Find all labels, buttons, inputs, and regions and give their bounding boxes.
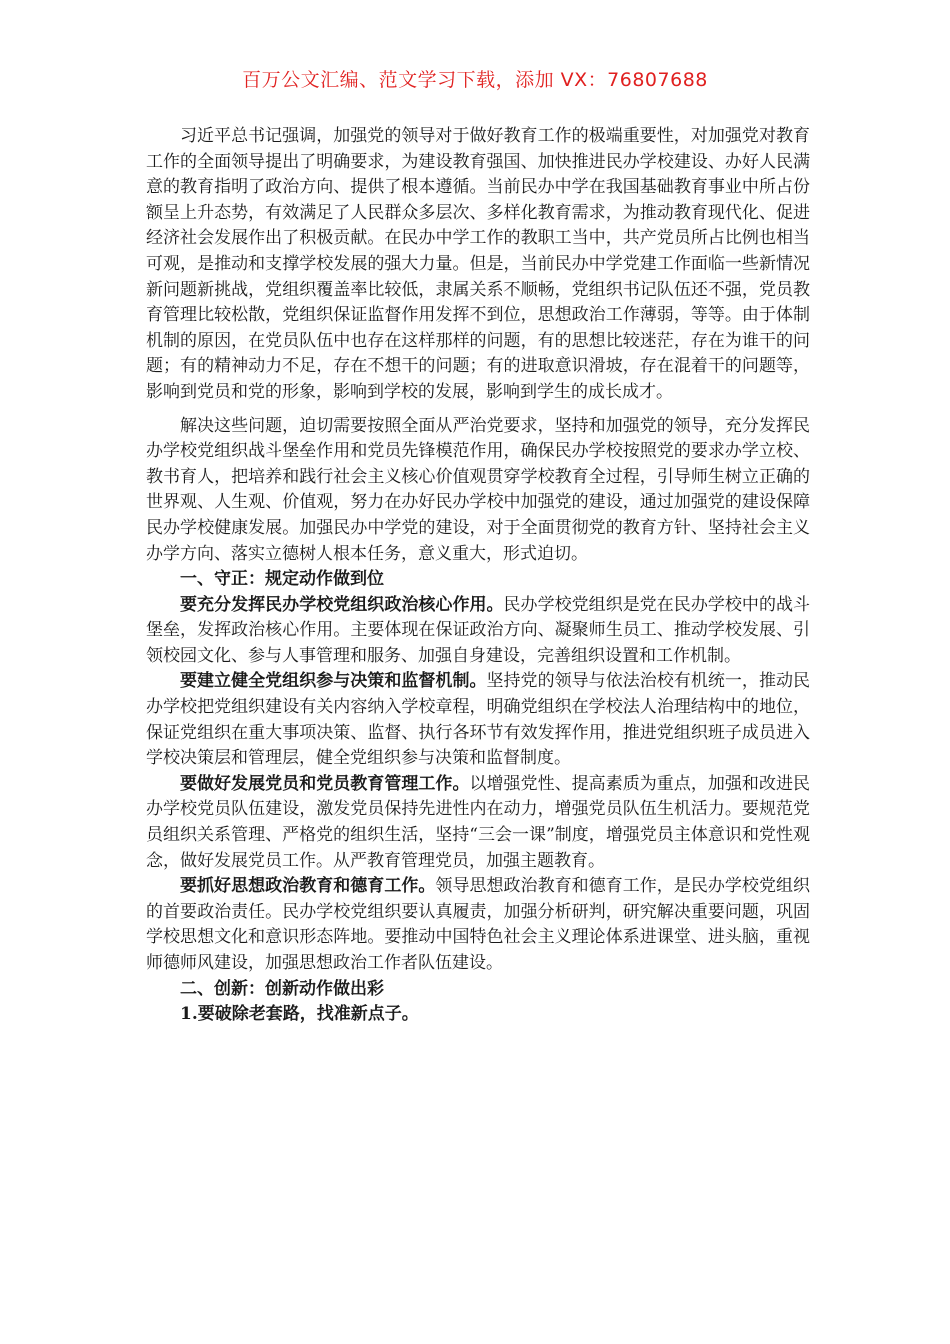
paragraph-text: 以增强党性、提高素质为重点，加强和改进民办学校党员队伍建设，激发党员保持先进性内在动力，增强党员队伍生机活力。要规范党员组织关系管理、严格党的组织生活，坚持“三会一课”制度，增强党员主体意识和党性观念，做好发展党员工作。从严教育管理党员，加强主题教育。 bbox=[146, 773, 811, 871]
paragraph-text: 坚持党的领导与依法治校有机统一，推动民办学校把党组织建设有关内容纳入学校章程，明确党组织在学校法人治理结构中的地位，保证党组织在重大事项决策、监督、执行各环节有效发挥作用，推进党组织班子成员进入学校决策层和管理层，健全党组织参与决策和监督制度。 bbox=[146, 671, 810, 769]
section-heading-2: 二、创新：创新动作做出彩 bbox=[180, 978, 384, 999]
paragraph-point-1 bbox=[146, 593, 810, 670]
paragraph-lead: 要做好发展党员和党员教育管理工作。 bbox=[180, 773, 470, 794]
paragraph-text: 习近平总书记强调，加强党的领导对于做好教育工作的极端重要性，对加强党对教育工作的全面领导提出了明确要求，为建设教育强国、加快推进民办学校建设、办好人民满意的教育指明了政治方向、提供了根本遵循。当前民办中学在我国基础教育事业中所占份额呈上升态势，有效满足了人民群众多层次、多样化教育需求，为推动教育现代化、促进经济社会发展作出了积极贡献。在民办中学工作的教职工当中，共产党员所占比例也相当可观，是推动和支撑学校发展的强大力量。但是，当前民办中学党建工作面临一些新情况新问题新挑战，党组织覆盖率比较低，隶属关系不顺畅，党组织书记队伍还不强，党员教育管理比较松散，党组织保证监督作用发挥不到位，思想政治工作薄弱，等等。由于体制机制的原因，在党员队伍中也存在这样那样的问题，有的思想比较迷茫，存在为谁干的问题；有的精神动力不足，存在不想干的问题；有的进取意识滑坡，存在混着干的问题等，影响到党员和党的形象，影响到学校的发展，影响到学生的成长成才。 bbox=[146, 126, 810, 402]
paragraph-text: 解决这些问题，迫切需要按照全面从严治党要求，坚持和加强党的领导，充分发挥民办学校党组织战斗堡垒作用和党员先锋模范作用，确保民办学校按照党的要求办学立校、教书育人，把培养和践行社会主义核心价值观贯穿学校教育全过程，引导师生树立正确的世界观、人生观、价值观，努力在办好民办学校中加强党的建设，通过加强党的建设保障民办学校健康发展。加强民办中学党的建设，对于全面贯彻党的教育方针、坚持社会主义办学方向、落实立德树人根本任务，意义重大，形式迫切。 bbox=[146, 415, 810, 564]
paragraph-lead: 要抓好思想政治教育和德育工作。 bbox=[180, 876, 436, 897]
paragraph-intro bbox=[146, 124, 810, 406]
paragraph-solution bbox=[146, 414, 810, 568]
paragraph-lead: 要建立健全党组织参与决策和监督机制。 bbox=[180, 671, 487, 692]
section-heading-1: 一、守正：规定动作做到位 bbox=[180, 569, 384, 590]
paragraph-point-4 bbox=[146, 874, 810, 976]
document-body bbox=[146, 124, 810, 1028]
subsection-heading-1: 1.要破除老套路，找准新点子。 bbox=[180, 1004, 419, 1025]
page-header-banner: 百万公文汇编、范文学习下载，添加 VX：76807688 bbox=[242, 69, 708, 91]
paragraph-lead: 要充分发挥民办学校党组织政治核心作用。 bbox=[180, 594, 504, 615]
paragraph-text: 民办学校党组织是党在民办学校中的战斗堡垒，发挥政治核心作用。主要体现在保证政治方向、凝聚师生员工、推动学校发展、引领校园文化、参与人事管理和服务、加强自身建设，完善组织设置和工作机制。 bbox=[146, 594, 811, 666]
paragraph-point-2 bbox=[146, 669, 810, 771]
paragraph-text: 领导思想政治教育和德育工作，是民办学校党组织的首要政治责任。民办学校党组织要认真履责，加强分析研判，研究解决重要问题，巩固学校思想文化和意识形态阵地。要推动中国特色社会主义理论体系进课堂、进头脑，重视师德师风建设，加强思想政治工作者队伍建设。 bbox=[146, 876, 811, 973]
paragraph-point-3 bbox=[146, 772, 810, 874]
